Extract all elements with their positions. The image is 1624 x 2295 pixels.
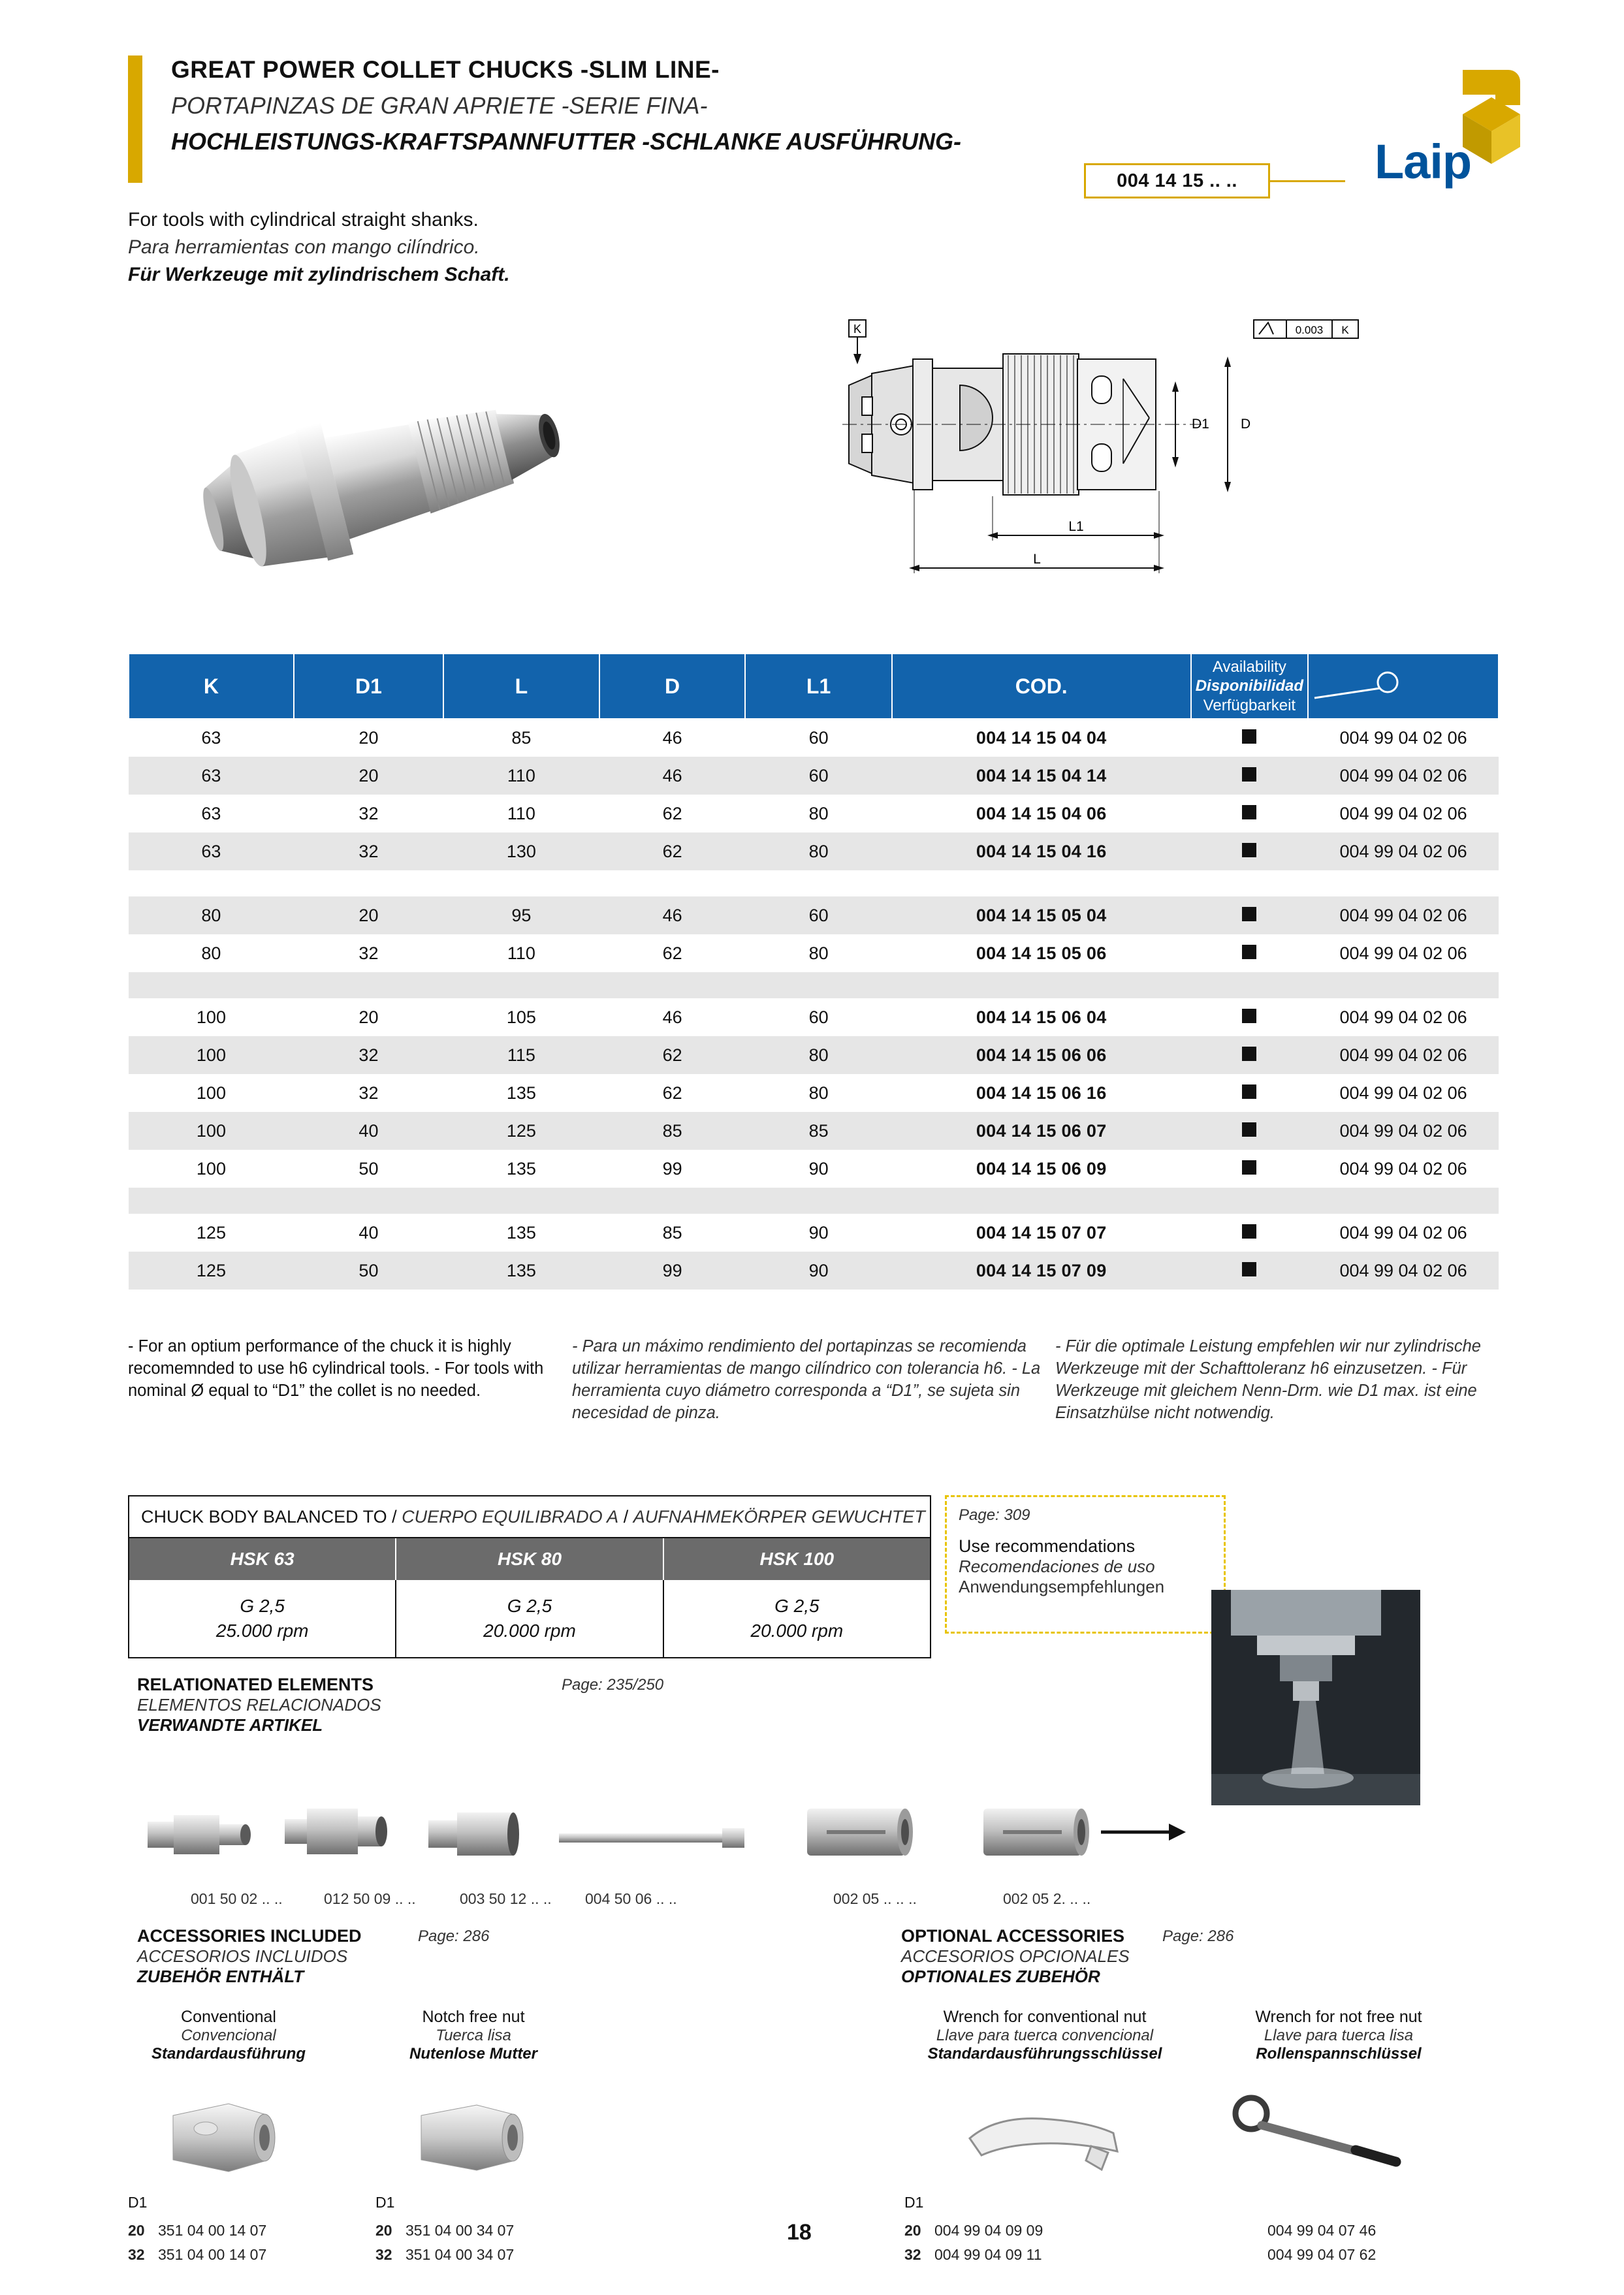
specifications-table xyxy=(128,653,1499,1290)
cell-l1: 90 xyxy=(808,1222,829,1242)
cell-k: 63 xyxy=(201,803,221,823)
cell-d: 62 xyxy=(662,803,682,823)
cell-l1: 80 xyxy=(808,943,829,963)
code-key: 32 xyxy=(904,2245,921,2263)
cell-d: 46 xyxy=(662,728,682,748)
balance-value-0 xyxy=(129,1580,396,1657)
acc-included-item-1-d1-label: D1 xyxy=(375,2194,395,2211)
cell-availability xyxy=(1191,719,1308,757)
acc-optional-item-1-image xyxy=(1228,2093,1430,2177)
cell-availability xyxy=(1191,1214,1308,1252)
title-en: GREAT POWER COLLET CHUCKS -SLIM LINE- xyxy=(171,56,720,83)
cell-k xyxy=(129,972,294,998)
cell-wrench-code: 004 99 04 02 06 xyxy=(1339,1007,1467,1027)
cell-l: 135 xyxy=(506,1158,536,1179)
cell-d1: 50 xyxy=(294,1252,443,1290)
svg-text:0.003: 0.003 xyxy=(1295,324,1324,336)
cell-d1: 20 xyxy=(358,1007,379,1027)
cell-l1: 60 xyxy=(808,1007,829,1027)
cell-d1 xyxy=(294,972,443,998)
balance-value-2 xyxy=(664,1580,930,1657)
acc-included-item-0-en: Conventional xyxy=(181,2008,276,2026)
cell-d1: 40 xyxy=(294,1112,443,1150)
related-code-3: 004 50 06 .. .. xyxy=(585,1890,677,1907)
related-code-0: 001 50 02 .. .. xyxy=(191,1890,283,1907)
cell-availability xyxy=(1191,1112,1308,1150)
table-row xyxy=(129,832,1499,870)
cell-cod: 004 14 15 06 07 xyxy=(892,1112,1191,1150)
balance-title-en: CHUCK BODY BALANCED TO xyxy=(141,1506,387,1527)
cell-d1 xyxy=(294,870,443,896)
cell-l1: 80 xyxy=(808,1083,829,1103)
code-key: 32 xyxy=(128,2245,145,2263)
availability-marker xyxy=(1242,843,1256,857)
code-line-1 xyxy=(1237,2243,1376,2267)
cell-wrench-code: 004 99 04 02 06 xyxy=(1308,1252,1499,1290)
acc-optional-item-0-image xyxy=(950,2099,1139,2177)
col-header-k: K xyxy=(129,654,294,719)
use-recommendations-en: Use recommendations xyxy=(959,1536,1136,1556)
availability-marker xyxy=(1242,945,1256,959)
balance-col-1: HSK 80 xyxy=(396,1538,663,1580)
note-en: - For an optium performance of the chuck it is highly recomemnded to use h6 cylindrical tools. - For tools with nominal Ø equal to “D1” the collet is no needed. xyxy=(128,1337,544,1401)
cell-l1: 60 xyxy=(808,728,829,748)
table-row xyxy=(129,1150,1499,1188)
use-recommendations-de: Anwendungsempfehlungen xyxy=(959,1577,1165,1596)
cell-availability xyxy=(1191,972,1308,998)
title-de: HOCHLEISTUNGS-KRAFTSPANNFUTTER -SCHLANKE AUSFÜHRUNG- xyxy=(171,128,961,155)
availability-marker xyxy=(1242,1122,1256,1137)
cell-availability xyxy=(1191,1036,1308,1074)
subtitle-block xyxy=(128,209,912,286)
cell-availability xyxy=(1191,1188,1308,1214)
table-row xyxy=(129,757,1499,795)
code-rule xyxy=(1270,180,1345,182)
cell-d xyxy=(599,1188,746,1214)
related-code-4: 002 05 .. .. .. xyxy=(833,1890,917,1907)
cell-k: 63 xyxy=(201,728,221,748)
cell-k: 125 xyxy=(129,1252,294,1290)
machining-photo xyxy=(1211,1590,1420,1805)
code-value: 351 04 00 14 07 xyxy=(158,2245,267,2263)
related-elements-codes xyxy=(128,1890,1238,1916)
code-value: 351 04 00 34 07 xyxy=(406,2222,515,2239)
table-row xyxy=(129,719,1499,757)
balance-rpm-2: 20.000 rpm xyxy=(750,1621,844,1641)
related-title-es: ELEMENTOS RELACIONADOS xyxy=(137,1695,381,1715)
cell-l xyxy=(443,972,599,998)
balance-rpm-1: 20.000 rpm xyxy=(483,1621,576,1641)
cell-availability xyxy=(1191,998,1308,1036)
availability-en: Availability xyxy=(1212,658,1286,676)
acc-included-title-de: ZUBEHÖR ENTHÄLT xyxy=(137,1967,304,1986)
table-row xyxy=(129,795,1499,832)
acc-included-item-1-es: Tuerca lisa xyxy=(436,2027,511,2044)
cell-wrench-code: 004 99 04 02 06 xyxy=(1308,832,1499,870)
cell-cod xyxy=(892,1188,1191,1214)
availability-marker xyxy=(1242,1047,1256,1061)
code-line-0 xyxy=(1237,2219,1376,2243)
acc-optional-item-1-en: Wrench for not free nut xyxy=(1255,2008,1422,2026)
related-code-5: 002 05 2. .. .. xyxy=(1003,1890,1091,1907)
col-header-availability xyxy=(1191,654,1308,719)
cell-d: 99 xyxy=(662,1158,682,1179)
availability-de: Verfügbarkeit xyxy=(1203,696,1296,714)
balance-grade-1: G 2,5 xyxy=(507,1596,552,1616)
cell-d1: 40 xyxy=(358,1222,379,1242)
cell-wrench-code: 004 99 04 02 06 xyxy=(1308,757,1499,795)
note-es: - Para un máximo rendimiento del portapinzas se recomienda utilizar herramientas de mango cilíndrico con tolerancia h6. - La herramienta cuyo diámetro corresponda a “D1”, se sujeta sin necesidad de pinza. xyxy=(572,1337,1041,1423)
related-title-en: RELATIONATED ELEMENTS xyxy=(137,1675,374,1694)
acc-included-title-en: ACCESSORIES INCLUDED xyxy=(137,1926,362,1946)
code-value: 351 04 00 34 07 xyxy=(406,2245,515,2263)
cell-k xyxy=(129,870,294,896)
cell-l1: 85 xyxy=(745,1112,891,1150)
cell-d1: 32 xyxy=(358,1083,379,1103)
cell-wrench-code: 004 99 04 02 06 xyxy=(1339,943,1467,963)
cell-cod: 004 14 15 07 09 xyxy=(892,1252,1191,1290)
brand-name: Laip xyxy=(1375,135,1472,189)
acc-included-item-0-de: Standardausführung xyxy=(151,2045,306,2063)
cell-l: 110 xyxy=(443,757,599,795)
code-key: 20 xyxy=(128,2222,145,2239)
cell-l1: 80 xyxy=(808,803,829,823)
code-line-0 xyxy=(128,2219,266,2243)
col-header-cod: COD. xyxy=(892,654,1191,719)
cell-l: 135 xyxy=(506,1222,536,1242)
cell-cod: 004 14 15 04 14 xyxy=(892,757,1191,795)
cell-wrench-code: 004 99 04 02 06 xyxy=(1339,1083,1467,1103)
code-value: 004 99 04 07 62 xyxy=(1267,2245,1377,2263)
cell-k: 63 xyxy=(129,832,294,870)
balance-values-row xyxy=(129,1580,930,1657)
wrench-icon xyxy=(1309,671,1497,702)
header-accent-bar xyxy=(128,55,142,183)
cell-wrench-code: 004 99 04 02 06 xyxy=(1308,896,1499,934)
acc-included-item-0 xyxy=(121,2008,336,2063)
balance-title-de: AUFNAHMEKÖRPER GEWUCHTET xyxy=(633,1506,925,1527)
balance-header-row xyxy=(129,1538,930,1580)
cell-l1 xyxy=(745,972,891,998)
cell-l1: 80 xyxy=(745,1036,891,1074)
page-title xyxy=(171,56,1190,155)
acc-optional-item-1-codes xyxy=(1237,2219,1376,2267)
code-key: 20 xyxy=(904,2222,921,2239)
cell-l1: 90 xyxy=(745,1252,891,1290)
acc-included-item-1-image xyxy=(398,2089,549,2187)
subtitle-de: Für Werkzeuge mit zylindrischem Schaft. xyxy=(128,264,510,285)
subtitle-en: For tools with cylindrical straight shanks. xyxy=(128,209,479,230)
cell-d1: 32 xyxy=(294,1036,443,1074)
cell-k: 80 xyxy=(201,943,221,963)
cell-d1: 32 xyxy=(358,943,379,963)
cell-d: 46 xyxy=(599,896,746,934)
cell-availability xyxy=(1191,896,1308,934)
balance-grade-0: G 2,5 xyxy=(240,1596,285,1616)
drawing-label-k: K xyxy=(853,323,862,336)
cell-cod: 004 14 15 06 06 xyxy=(892,1036,1191,1074)
acc-optional-item-1 xyxy=(1198,2008,1479,2063)
cell-k: 63 xyxy=(129,757,294,795)
acc-optional-item-0 xyxy=(904,2008,1185,2063)
cell-d1: 20 xyxy=(294,757,443,795)
cell-l: 135 xyxy=(443,1252,599,1290)
product-code-badge xyxy=(1084,163,1270,198)
cell-availability xyxy=(1191,795,1308,832)
col-header-l1: L1 xyxy=(745,654,891,719)
table-row xyxy=(129,1074,1499,1112)
table-row xyxy=(129,1112,1499,1150)
acc-included-item-0-image xyxy=(150,2089,300,2187)
cell-d: 85 xyxy=(662,1222,682,1242)
availability-marker xyxy=(1242,1160,1256,1175)
related-elements-images xyxy=(128,1769,1238,1900)
code-value: 004 99 04 09 11 xyxy=(934,2245,1042,2263)
drawing-label-l: L xyxy=(1033,552,1041,567)
acc-optional-page: Page: 286 xyxy=(1162,1927,1234,1945)
cell-d: 99 xyxy=(599,1252,746,1290)
drawing-label-d: D xyxy=(1241,417,1251,432)
code-value: 004 99 04 07 46 xyxy=(1267,2222,1377,2239)
cell-d xyxy=(599,870,746,896)
cell-d: 85 xyxy=(599,1112,746,1150)
balance-col-2: HSK 100 xyxy=(664,1538,930,1580)
table-row xyxy=(129,998,1499,1036)
cell-cod: 004 14 15 05 04 xyxy=(892,896,1191,934)
acc-included-item-0-d1-label: D1 xyxy=(128,2194,148,2211)
cell-availability xyxy=(1191,757,1308,795)
code-value: 004 99 04 09 09 xyxy=(934,2222,1043,2239)
cell-l: 130 xyxy=(443,832,599,870)
acc-included-item-1 xyxy=(366,2008,581,2063)
col-header-d: D xyxy=(599,654,746,719)
cell-cod: 004 14 15 04 16 xyxy=(892,832,1191,870)
cell-d1 xyxy=(294,1188,443,1214)
cell-wrench-code: 004 99 04 02 06 xyxy=(1339,803,1467,823)
cell-d: 62 xyxy=(599,832,746,870)
cell-l: 95 xyxy=(443,896,599,934)
product-code: 004 14 15 .. .. xyxy=(1117,170,1237,191)
cell-l: 85 xyxy=(511,728,532,748)
related-page: Page: 235/250 xyxy=(562,1676,664,1694)
cell-l: 105 xyxy=(506,1007,536,1027)
code-line-1 xyxy=(375,2243,514,2267)
cell-wrench-code: 004 99 04 02 06 xyxy=(1339,728,1467,748)
balance-col-0: HSK 63 xyxy=(129,1538,396,1580)
cell-d1: 32 xyxy=(358,803,379,823)
cell-k: 80 xyxy=(129,896,294,934)
title-es: PORTAPINZAS DE GRAN APRIETE -SERIE FINA- xyxy=(171,92,708,119)
acc-optional-title-es: ACCESORIOS OPCIONALES xyxy=(901,1946,1130,1966)
cell-wrench-code xyxy=(1308,1188,1499,1214)
cell-k xyxy=(129,1188,294,1214)
acc-optional-item-0-es: Llave para tuerca convencional xyxy=(936,2027,1154,2044)
table-spacer-row xyxy=(129,870,1499,896)
code-line-0 xyxy=(375,2219,514,2243)
acc-optional-item-0-en: Wrench for conventional nut xyxy=(943,2008,1147,2026)
cell-l1: 60 xyxy=(745,757,891,795)
availability-marker xyxy=(1242,1084,1256,1099)
balance-grade-2: G 2,5 xyxy=(774,1596,820,1616)
code-line-1 xyxy=(904,2243,1043,2267)
cell-availability xyxy=(1191,1150,1308,1188)
subtitle-es: Para herramientas con mango cilíndrico. xyxy=(128,236,480,258)
cell-d: 62 xyxy=(599,1036,746,1074)
cell-d xyxy=(599,972,746,998)
acc-included-title-es: ACCESORIOS INCLUIDOS xyxy=(137,1946,348,1966)
cell-cod: 004 14 15 06 09 xyxy=(976,1158,1107,1179)
related-elements xyxy=(137,1675,986,1735)
table-body xyxy=(129,719,1499,1290)
acc-optional-item-0-de: Standardausführungsschlüssel xyxy=(927,2045,1162,2063)
cell-wrench-code: 004 99 04 02 06 xyxy=(1339,1222,1467,1242)
table-row xyxy=(129,1252,1499,1290)
cell-k: 100 xyxy=(196,1007,226,1027)
acc-included-item-0-codes xyxy=(128,2219,266,2267)
cell-l xyxy=(443,870,599,896)
acc-included-item-1-en: Notch free nut xyxy=(422,2008,525,2026)
acc-optional-title-en: OPTIONAL ACCESSORIES xyxy=(901,1926,1125,1946)
code-line-1 xyxy=(128,2243,266,2267)
use-recommendations-box xyxy=(945,1495,1226,1634)
cell-wrench-code: 004 99 04 02 06 xyxy=(1308,1112,1499,1150)
acc-included-page: Page: 286 xyxy=(418,1927,490,1945)
acc-included-item-1-de: Nutenlose Mutter xyxy=(409,2045,537,2063)
cell-availability xyxy=(1191,1074,1308,1112)
col-header-l: L xyxy=(443,654,599,719)
cell-wrench-code xyxy=(1308,870,1499,896)
drawing-label-d1: D1 xyxy=(1192,417,1209,432)
col-header-wrench xyxy=(1308,654,1499,719)
table-spacer-row xyxy=(129,1188,1499,1214)
availability-marker xyxy=(1242,1009,1256,1023)
cell-l: 135 xyxy=(506,1083,536,1103)
technical-drawing xyxy=(836,313,1404,640)
acc-optional-title-de: OPTIONALES ZUBEHÖR xyxy=(901,1967,1100,1986)
cell-l xyxy=(443,1188,599,1214)
cell-availability xyxy=(1191,832,1308,870)
cell-k: 125 xyxy=(196,1222,226,1242)
drawing-label-l1: L1 xyxy=(1068,519,1084,534)
cell-cod xyxy=(892,972,1191,998)
acc-optional-item-0-codes xyxy=(904,2219,1043,2267)
col-header-d1: D1 xyxy=(294,654,443,719)
cell-availability xyxy=(1191,870,1308,896)
cell-d1: 50 xyxy=(358,1158,379,1179)
acc-optional-item-0-d1-label: D1 xyxy=(904,2194,924,2211)
cell-cod: 004 14 15 05 06 xyxy=(976,943,1107,963)
cell-cod xyxy=(892,870,1191,896)
cell-cod: 004 14 15 06 04 xyxy=(976,1007,1107,1027)
table-header-row xyxy=(129,654,1499,719)
availability-marker xyxy=(1242,1224,1256,1239)
cell-d: 46 xyxy=(662,1007,682,1027)
note-de: - Für die optimale Leistung empfehlen wir nur zylindrische Werkzeuge mit der Schafttoleranz h6 einzusetzen. - Für Werkzeuge mit gleichem Nenn-Drm. wie D1 max. ist eine Einsatzhülse nicht notwendig. xyxy=(1055,1337,1481,1423)
cell-d: 46 xyxy=(599,757,746,795)
cell-wrench-code xyxy=(1308,972,1499,998)
cell-wrench-code: 004 99 04 02 06 xyxy=(1339,1158,1467,1179)
cell-l1 xyxy=(745,1188,891,1214)
cell-l1 xyxy=(745,870,891,896)
table-row xyxy=(129,896,1499,934)
availability-marker xyxy=(1242,907,1256,921)
acc-included-item-1-codes xyxy=(375,2219,514,2267)
table-row xyxy=(129,1036,1499,1074)
cell-cod: 004 14 15 06 16 xyxy=(976,1083,1107,1103)
table-row xyxy=(129,1214,1499,1252)
cell-l1: 80 xyxy=(745,832,891,870)
table-row xyxy=(129,934,1499,972)
cell-k: 100 xyxy=(129,1036,294,1074)
notes-block xyxy=(128,1335,1499,1425)
acc-optional-item-1-es: Llave para tuerca lisa xyxy=(1264,2027,1414,2044)
cell-k: 100 xyxy=(129,1112,294,1150)
related-code-1: 012 50 09 .. .. xyxy=(324,1890,416,1907)
acc-included-item-0-es: Convencional xyxy=(181,2027,276,2044)
use-recommendations-es: Recomendaciones de uso xyxy=(959,1557,1155,1576)
cell-cod: 004 14 15 07 07 xyxy=(976,1222,1107,1242)
cell-availability xyxy=(1191,1252,1308,1290)
availability-marker xyxy=(1242,767,1256,782)
cell-k: 100 xyxy=(196,1083,226,1103)
page-number: 18 xyxy=(787,2220,812,2245)
cell-l: 110 xyxy=(507,943,535,963)
table-spacer-row xyxy=(129,972,1499,998)
cell-l: 115 xyxy=(443,1036,599,1074)
cell-l: 125 xyxy=(443,1112,599,1150)
cell-l1: 90 xyxy=(808,1158,829,1179)
cell-cod: 004 14 15 04 06 xyxy=(976,803,1107,823)
acc-optional-item-1-de: Rollenspannschlüssel xyxy=(1256,2045,1422,2063)
balance-value-1 xyxy=(396,1580,663,1657)
code-line-0 xyxy=(904,2219,1043,2243)
balance-title-es: CUERPO EQUILIBRADO A xyxy=(402,1506,619,1527)
balance-table xyxy=(128,1495,931,1658)
cell-d1: 32 xyxy=(294,832,443,870)
related-title-de: VERWANDTE ARTIKEL xyxy=(137,1715,323,1735)
cell-availability xyxy=(1191,934,1308,972)
cell-d: 62 xyxy=(662,1083,682,1103)
code-key: 20 xyxy=(375,2222,392,2239)
cell-wrench-code: 004 99 04 02 06 xyxy=(1308,1036,1499,1074)
related-code-2: 003 50 12 .. .. xyxy=(460,1890,552,1907)
use-recommendations-page: Page: 309 xyxy=(959,1506,1030,1524)
cell-l1: 60 xyxy=(745,896,891,934)
svg-text:K: K xyxy=(1341,324,1349,336)
cell-d1: 20 xyxy=(294,896,443,934)
availability-marker xyxy=(1242,729,1256,744)
code-key: 32 xyxy=(375,2245,392,2263)
cell-d: 62 xyxy=(662,943,682,963)
availability-marker xyxy=(1242,805,1256,819)
availability-es: Disponibilidad xyxy=(1195,677,1304,695)
balance-title: CHUCK BODY BALANCED TO / CUERPO EQUILIBRADO A / AUFNAHMEKÖRPER GEWUCHTET xyxy=(129,1496,930,1538)
cell-d1: 20 xyxy=(358,728,379,748)
balance-rpm-0: 25.000 rpm xyxy=(215,1621,309,1641)
code-value: 351 04 00 14 07 xyxy=(158,2222,267,2239)
product-photo xyxy=(163,340,660,614)
cell-cod: 004 14 15 04 04 xyxy=(976,728,1107,748)
cell-k: 100 xyxy=(196,1158,226,1179)
cell-l: 110 xyxy=(507,803,535,823)
availability-marker xyxy=(1242,1262,1256,1276)
